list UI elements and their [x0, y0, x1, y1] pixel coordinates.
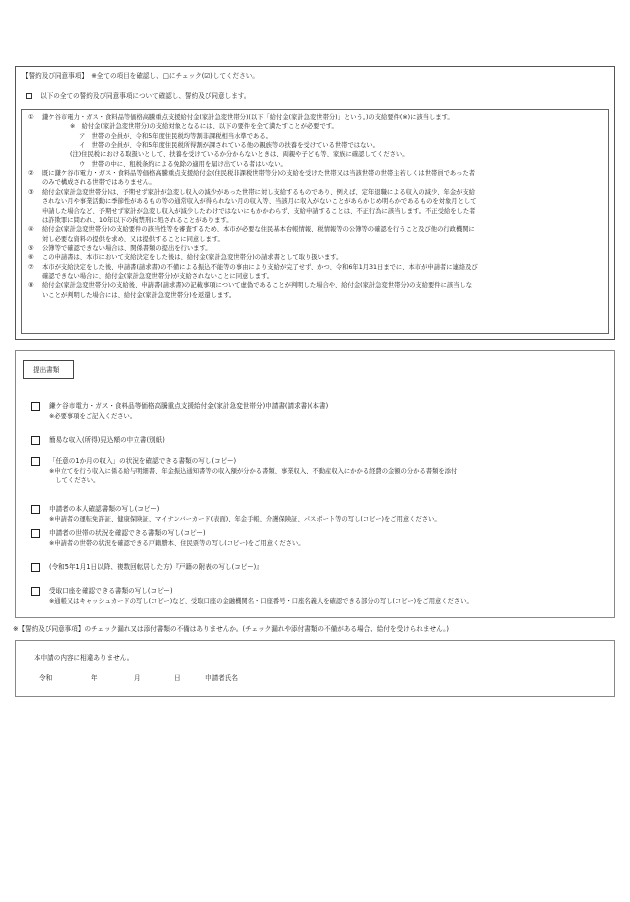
- agreement-item-line: (注)住民税における取扱いとして、扶養を受けているか分からないときは、両親や子ども等、家族に確認してください。: [70, 151, 409, 159]
- agreement-item-line: のみで構成される世帯ではありません。: [42, 179, 156, 187]
- agreement-item-line: 給付金(家計急変世帯分)の支給後、申請書(請求書)の記載事項について虚偽であることが判明した場合や、給付金(家計急変世帯分)の支給要件に該当しな: [42, 282, 473, 290]
- agreement-item-number: ⑧: [28, 282, 34, 290]
- agreement-item-line: ※ 給付金(家計急変世帯分)の支給対象となるには、以下の要件を全て満たすことが必要です。: [70, 123, 338, 131]
- document-checkbox[interactable]: [31, 436, 40, 445]
- document-title: 鎌ケ谷市電力・ガス・食料品等価格高騰重点支援給付金(家計急変世帯分)申請書(請求書)(本書): [49, 402, 329, 410]
- agreement-header: 【誓約及び同意事項】 ※全ての項目を確認し、□にチェック(☑)してください。: [22, 72, 259, 80]
- agreement-item-line: いことが判明した場合には、給付金(家計急変世帯分)を返還します。: [42, 291, 236, 299]
- declaration-applicant-label: 申請者氏名: [205, 674, 238, 682]
- declaration-day: 日: [174, 674, 181, 682]
- document-note: ※申請者の世帯の状況を確認できる戸籍謄本、住民票等の写し(コピー)をご用意ください。: [49, 540, 305, 547]
- agreement-consent-label: 以下の全ての誓約及び同意事項について確認し、誓約及び同意します。: [40, 92, 251, 100]
- agreement-item-line: 確認できない場合に、給付金(家計急変世帯分)が支給されないことに同意します。: [42, 272, 274, 280]
- document-checkbox[interactable]: [31, 563, 40, 572]
- declaration-year: 年: [91, 674, 98, 682]
- declaration-era: 令和: [39, 674, 53, 682]
- documents-tab: [23, 360, 74, 379]
- agreement-item-line: 申請した場合など、予期せず家計が急変し収入が減少したわけではないにもかかわらず、支給申請することは、不正行為に該当します。不正受給をした者: [42, 207, 476, 215]
- agreement-item-number: ⑥: [28, 254, 34, 262]
- agreement-item-line: 既に鎌ケ谷市電力・ガス・食料品等価格高騰重点支援給付金(住民税非課税世帯等分)の支給を受けた世帯又は当該世帯の世帯主若しくは世帯員であった者: [42, 170, 476, 178]
- document-note: ※必要事項をご記入ください。: [49, 413, 137, 420]
- agreement-item-line: ア 世帯の全員が、令和5年度住民税均等割非課税相当水準である。: [79, 132, 272, 140]
- document-checkbox[interactable]: [31, 402, 40, 411]
- agreement-item-line: 鎌ケ谷市電力・ガス・食料品等価格高騰重点支援給付金(家計急変世帯分)(以下「給付金(家計急変世帯分)」という。)の支給要件(※)に該当します。: [42, 114, 454, 121]
- agreement-item-line: されない月や事業活動に季節性があるもの等の通常収入が得られない月の収入等、当該月に収入がないことがあらかじめ明らかであるものを対象月として: [42, 198, 477, 206]
- documents-section: [15, 350, 615, 618]
- agreement-item-number: ①: [28, 114, 34, 121]
- document-checkbox[interactable]: [31, 457, 40, 466]
- document-note: ※通帳又はキャッシュカードの写し(コピー)など、受取口座の金融機関名・口座番号・口座名義人を確認できる部分の写し(コピー)をご用意ください。: [49, 598, 473, 605]
- agreement-items-box: [21, 109, 609, 334]
- agreement-item-number: ⑤: [28, 244, 34, 252]
- agreement-item-number: ③: [28, 188, 34, 196]
- document-title: 「任意の1か月の収入」の状況を確認できる書類の写し(コピー): [49, 457, 237, 465]
- agreement-item-line: 給付金(家計急変世帯分)は、予期せず家計が急変し収入の減少があった世帯に対し支給するものであり、例えば、定年退職による収入の減少、年金が支給: [42, 188, 476, 196]
- agreement-checkbox[interactable]: [26, 93, 32, 99]
- agreement-item-line: 本市が支給決定をした後、申請書(請求書)の不備による振込不能等の事由により支給が完了せず、かつ、令和6年1月31日までに、本市が申請者に連絡及び: [42, 263, 478, 271]
- declaration-month: 月: [134, 674, 141, 682]
- agreement-section: [15, 66, 615, 340]
- agreement-item-line: 対し必要な資料の提供を求め、又は提供することに同意します。: [42, 235, 224, 243]
- agreement-item-number: ⑦: [28, 263, 34, 271]
- agreement-item-line: イ 世帯の全員が、令和5年度住民税所得割が課されている他の親族等の扶養を受けている世帯ではない。: [79, 142, 379, 150]
- document-checkbox[interactable]: [31, 587, 40, 596]
- agreement-item-line: は詐欺罪に問われ、10年以下の拘禁刑に処されることがあります。: [42, 216, 233, 224]
- document-title: 申請者の世帯の状況を確認できる書類の写し(コピー): [49, 529, 206, 537]
- documents-tab-label: 提出書類: [33, 366, 60, 374]
- agreement-item-number: ②: [28, 170, 34, 178]
- document-note: してください。: [49, 477, 100, 484]
- agreement-item-line: 給付金(家計急変世帯分)の支給要件の該当性等を審査するため、本市が必要な住民基本台帳情報、税情報等の公簿等の確認を行うこと及び他の行政機関に: [42, 226, 475, 234]
- document-checkbox[interactable]: [31, 529, 40, 538]
- agreement-item-line: ウ 世帯の中に、租税条約による免除の適用を届け出ている者はいない。: [79, 160, 287, 168]
- declaration-section: [15, 640, 615, 697]
- document-note: ※申請者の運転免許証、健康保険証、マイナンバーカード(表面)、年金手帳、介護保険証、パスポート等の写し(コピー)をご用意ください。: [49, 516, 441, 523]
- document-title: 簡易な収入(所得)見込額の申立書(別紙): [49, 436, 165, 444]
- declaration-text: 本申請の内容に相違ありません。: [34, 654, 134, 662]
- agreement-item-line: この申請書は、本市において支給決定をした後は、給付金(家計急変世帯分)の請求書として取り扱います。: [42, 254, 343, 262]
- agreement-consent-row[interactable]: [26, 92, 250, 101]
- agreement-item-line: 公簿等で確認できない場合は、関係書類の提出を行います。: [42, 244, 212, 252]
- document-title: 受取口座を確認できる書類の写し(コピー): [49, 587, 173, 595]
- document-checkbox[interactable]: [31, 505, 40, 514]
- document-note: ※申立てを行う収入に係る給与明細書、年金振込通知書等の収入額が分かる書類、事業収入、不動産収入にかかる経費の金額の分かる書類を添付: [49, 468, 458, 475]
- document-title: 申請者の本人確認書類の写し(コピー): [49, 505, 160, 513]
- document-title: (令和5年1月1日以降、複数回転居した方)『戸籍の附表の写し(コピー)』: [49, 563, 263, 571]
- agreement-item-number: ④: [28, 226, 34, 234]
- missing-check-warning: ※【誓約及び同意事項】のチェック漏れ又は添付書類の不備はありませんか。(チェック漏れや添付書類の不備がある場合、給付を受けられません。): [13, 625, 449, 633]
